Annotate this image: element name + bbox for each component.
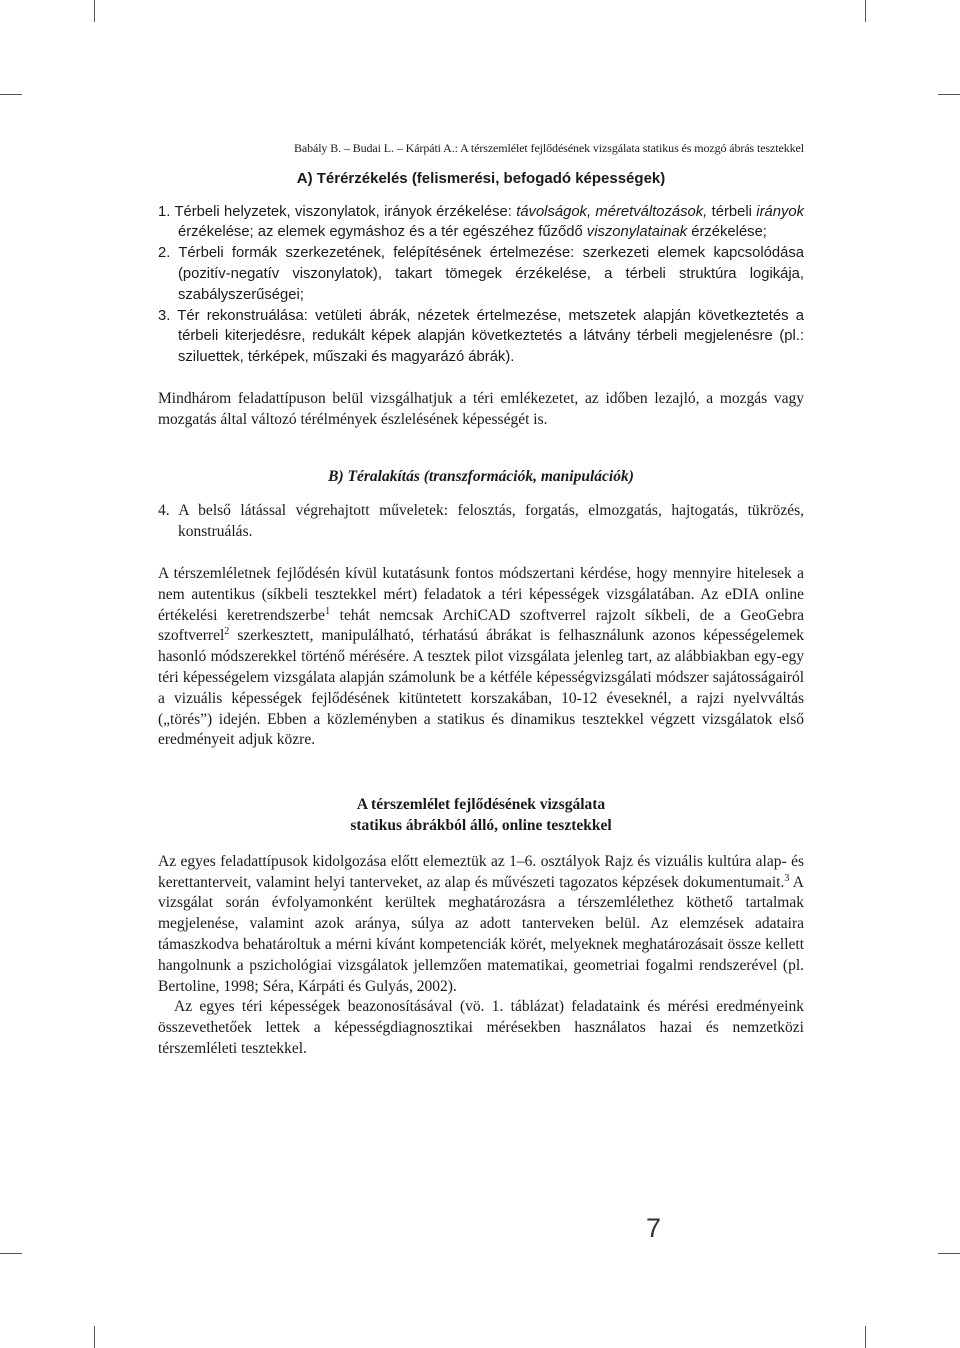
paragraph-curriculum: Az egyes feladattípusok kidolgozása előtt elemeztük az 1–6. osztályok Rajz és vizuális kultúra alap- és kerettanterveit, valamint helyi tanterveket, az alap és művészeti tagozatos képzések dokumentumait.$^3$ A vizsgálat során évfolyamonként kerültek meghatározásra a térszemlélethez köthető tartalmak megjelenése, valamint azok aránya, súlya az adott tanterveken belül. Az elemzések adataira támaszkodva behatároltuk a mérni kívánt kompetenciák körét, melyeknek meghatározásait össze kellett hangolnunk a pszichológiai vizsgálatok jellemzően matematikai, geometriai fogalmi rendszerével (pl. Bertoline, 1998; Séra, Kárpáti és Gulyás, 2002). [158,852,804,995]
crop-mark [0,1253,22,1254]
list-item-4: 4. A belső látással végrehajtott műveletek: felosztás, forgatás, elmozgatás, hajtogatás, tükrözés, konstruálás. [158,502,804,541]
footnote-ref[interactable]: 1 [325,605,331,617]
crop-mark [865,1326,866,1348]
list-item-2: 2. Térbeli formák szerkezetének, felépítésének értelmezése: szerkezeti elemek kapcsolódása (pozitív-negatív viszonylatok), takart tömegek érzékelése, a térbeli struktúra logikája, szabályszerűségei; [158,245,804,303]
page-number: 7 [646,1213,662,1243]
crop-mark [865,0,866,22]
section-a-title: A) Térérzékelés (felismerési, befogadó képességek) [296,169,666,187]
paragraph-identification: Az egyes téri képességek beazonosításával (vö. 1. táblázat) feladataink és mérési eredményeink összevethetőek lettek a képességdiagnosztikai mérésekben használatos hazai és nemzetközi térszemléleti tesztekkel. [158,998,804,1057]
paragraph-memory: Mindhárom feladattípuson belül vizsgálhatjuk a téri emlékezetet, az időben lezajló, a mozgás vagy mozgatás által változó térélmények észlelésének képességét is. [158,389,804,428]
page-content [158,138,804,1060]
running-header: Babály B. – Budai L. – Kárpáti A.: A térszemlélet fejlődésének vizsgálata statikus és mozgó ábrás tesztekkel [293,141,804,155]
list-item-1: 1. Térbeli helyzetek, viszonylatok, irányok érzékelése: távolságok, méretváltozások, térbeli irányok érzékelése; az elemek egymáshoz és a tér egészéhez fűződő viszonylatainak érzékelése; [158,203,804,241]
crop-mark [94,1326,95,1348]
footnote-ref[interactable]: 2 [224,626,230,638]
crop-mark [938,1253,960,1254]
crop-mark [938,94,960,95]
section-b-title: B) Téralakítás (transzformációk, manipulációk) [328,467,634,485]
section-c-title-line1: A térszemlélet fejlődésének vizsgálata [356,796,606,814]
paragraph-methodology: A térszemléletnek fejlődésén kívül kutatásunk fontos módszertani kérdése, hogy mennyire hitelesek a nem autentikus (síkbeli tesztekkel mért) feladatok a téri képességek vizsgálatában. Az eDIA online értékelési keretrendszerbe$^1$ tehát nemcsak ArchiCAD szoftverrel rajzolt síkbeli, de a GeoGebra szoftverrel$^2$ szerkesztett, manipulálható, térhatású ábrákat is felhasználunk azonos képességelemek hasonló módszerekkel történő mérésére. A tesztek pilot vizsgálata jelenleg tart, az alábbiakban egy-egy téri képességelem vizsgálata alapján számolunk be a kétféle képességvizsgálati módszer sajátosságairól a vizuális képességek fejlődésének kitüntetett korszakában, 10-12 éveseknél, a rajzi nyelvváltás („törés”) idején. Ebben a közleményben a statikus és dinamikus tesztekkel végzett vizsgálatok első eredményeit adjuk közre. [158,564,804,749]
section-c-title-line2: statikus ábrákból álló, online tesztekkel [350,816,612,834]
crop-mark [0,94,22,95]
crop-mark [94,0,95,22]
list-item-3: 3. Tér rekonstruálása: vetületi ábrák, nézetek értelmezése, metszetek alapján következtetés a térbeli kiterjedésre, redukált képek alapján következtetés a látvány térbeli megjelenésre (pl.: sziluettek, térképek, műszaki és magyarázó ábrák). [158,307,804,366]
footnote-ref[interactable]: 3 [784,872,790,884]
